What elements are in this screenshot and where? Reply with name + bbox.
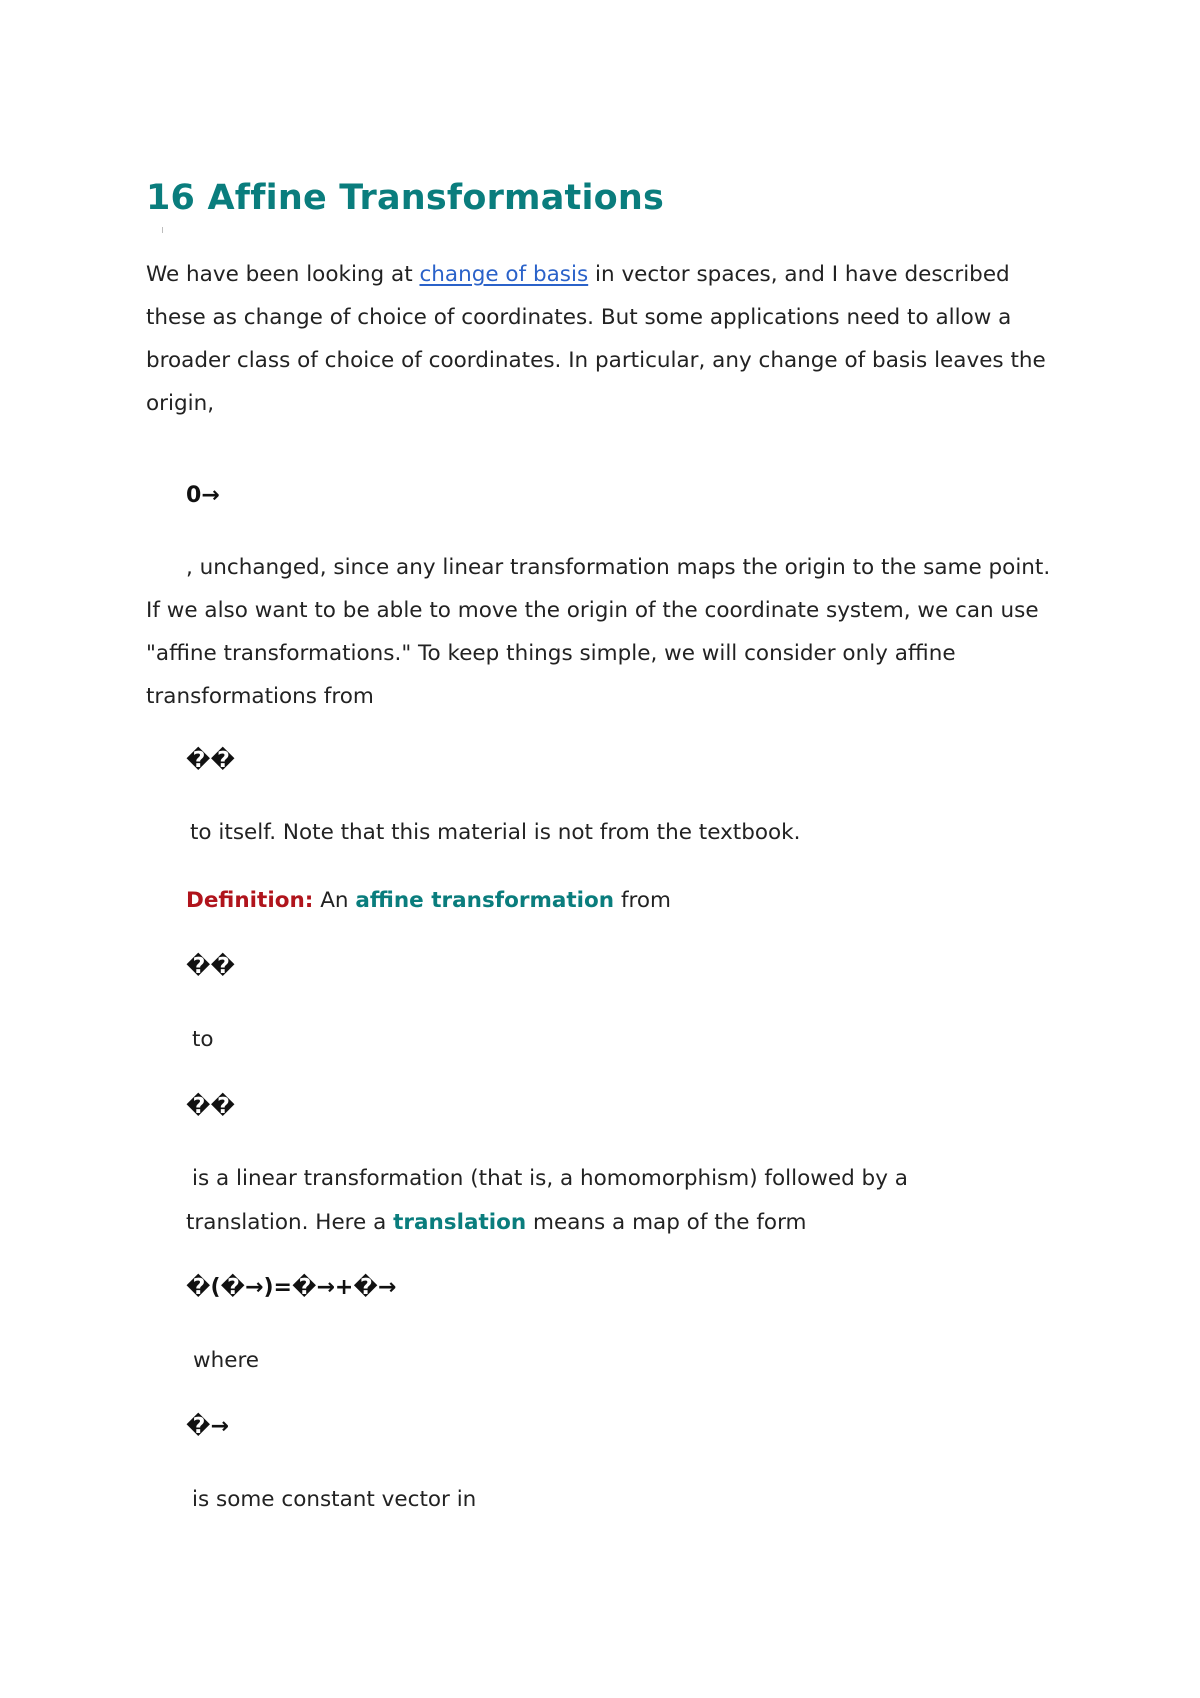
linear-line-2-after: means a map of the form: [526, 1210, 807, 1235]
itself-text: to itself. Note that this material is not from the textbook.: [190, 820, 801, 845]
definition-after-term: from: [614, 888, 671, 913]
translation-term: translation: [393, 1210, 527, 1235]
intro-text-before-link: We have been looking at: [146, 262, 420, 287]
change-of-basis-link[interactable]: change of basis: [419, 262, 589, 287]
math-rn-3: ��: [186, 1094, 235, 1119]
page-title: 16 Affine Transformations: [146, 178, 665, 218]
linear-line-2-before: translation. Here a: [186, 1210, 394, 1235]
constant-vector-text: is some constant vector in: [192, 1487, 477, 1512]
affine-transformation-term: affine transformation: [355, 888, 615, 913]
definition-label: Definition:: [186, 888, 314, 913]
intro-text-after-link: in vector spaces, and I have described these as change of choice of coordinates. But some applications need to allow a broader class of choice of coordinates. In particular, any change of basis leaves the origin,: [146, 262, 1046, 416]
math-constant-vector: �→: [186, 1414, 229, 1439]
math-rn-1: ��: [186, 748, 235, 773]
definition-line: [186, 879, 671, 922]
math-zero-vector: 0→: [186, 483, 220, 508]
math-translation-formula: �(�→)=�→+�→: [186, 1275, 397, 1300]
math-rn-2: ��: [186, 954, 235, 979]
unchanged-paragraph: , unchanged, since any linear transformation maps the origin to the same point. If we also want to be able to move the origin of the coordinate system, we can use "affine transformations." To keep things simple, we will consider only affine transformations from: [146, 555, 1051, 709]
linear-line-2: [186, 1201, 806, 1244]
where-text: where: [193, 1348, 260, 1373]
title-anchor-mark: [162, 227, 163, 233]
intro-paragraph: [146, 253, 1056, 425]
to-text: to: [192, 1027, 214, 1052]
linear-line-1: is a linear transformation (that is, a homomorphism) followed by a: [192, 1166, 908, 1191]
definition-before-term: An: [313, 888, 356, 913]
